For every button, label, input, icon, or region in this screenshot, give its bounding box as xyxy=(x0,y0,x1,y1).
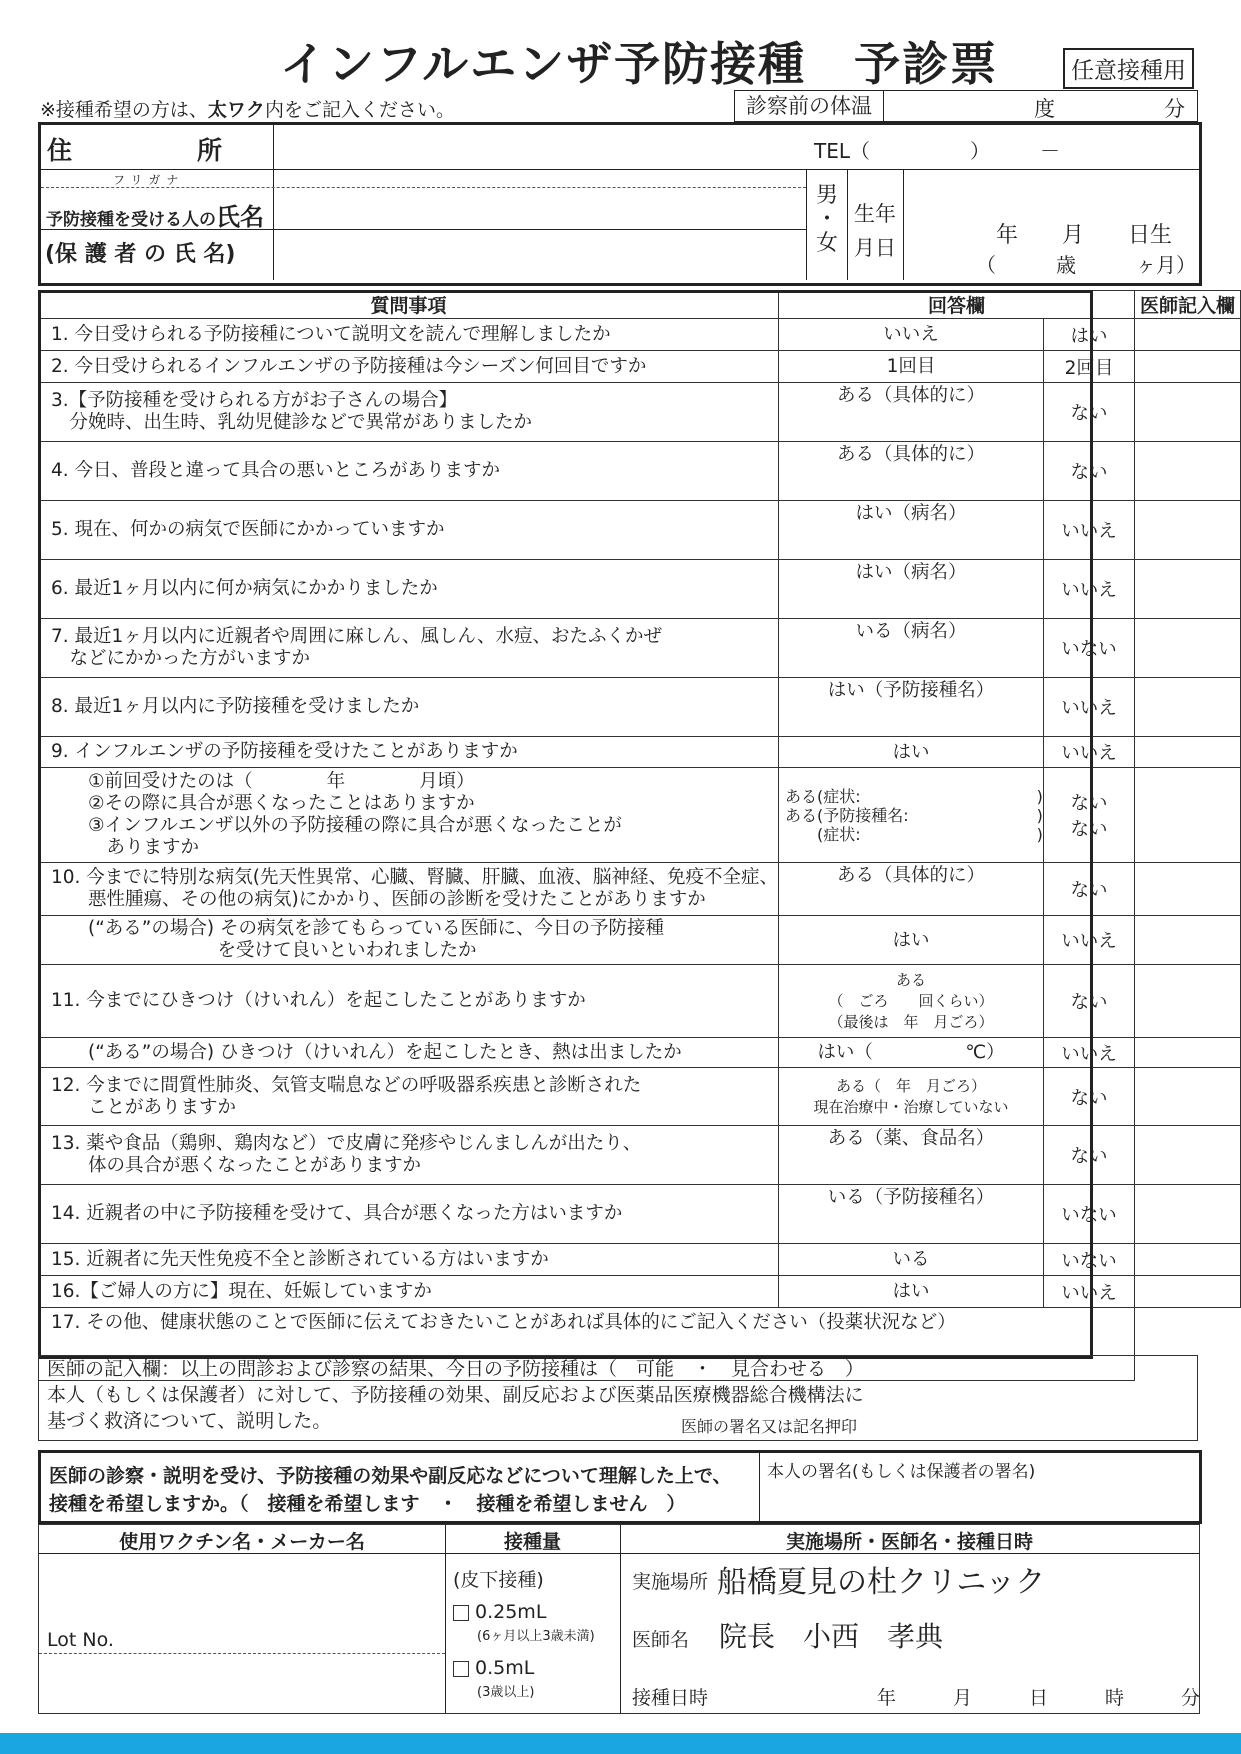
place-label: 実施場所 xyxy=(632,1571,709,1593)
checkbox-05[interactable] xyxy=(453,1661,469,1677)
temperature-degree: 度 xyxy=(1034,97,1055,121)
birthdate-label-1: 生年 xyxy=(854,202,896,226)
question-row xyxy=(39,560,1241,619)
question-row xyxy=(39,442,1241,501)
question-text: 8. 最近1ヶ月以内に予防接種を受けましたか xyxy=(39,678,779,737)
answer-option-1[interactable]: はい xyxy=(779,1276,1044,1308)
answer-option-2[interactable]: ない xyxy=(1043,863,1134,916)
personal-info-box xyxy=(38,122,1202,286)
question-text: 2. 今日受けられるインフルエンザの予防接種は今シーズン何回目ですか xyxy=(39,351,779,383)
address-field[interactable] xyxy=(273,125,1199,169)
name-prefix: 予防接種を受ける人の xyxy=(46,210,216,230)
doctor-line-1[interactable]: 医師の記入欄：以上の問診および診察の結果、今日の予防接種は（ 可能 ・ 見合わせる ） xyxy=(47,1358,865,1380)
doctor-name-value: 院長 小西 孝典 xyxy=(719,1620,944,1653)
question-text: 15. 近親者に先天性免疫不全と診断されている方はいますか xyxy=(39,1244,779,1276)
doctor-column-cell[interactable] xyxy=(1135,916,1241,965)
question-row xyxy=(39,319,1241,351)
place-header: 実施場所・医師名・接種日時 xyxy=(785,1531,1033,1553)
birthdate-label xyxy=(851,197,899,265)
dose-05-label: 0.5mL xyxy=(475,1657,535,1679)
question-text: 5. 現在、何かの病気で医師にかかっていますか xyxy=(39,501,779,560)
answer-option-2[interactable]: 2回目 xyxy=(1043,351,1134,383)
doctor-column-cell[interactable] xyxy=(1135,501,1241,560)
temperature-label: 診察前の体温 xyxy=(735,91,884,121)
lot-label: Lot No. xyxy=(47,1629,114,1651)
answer-option-2[interactable]: ない xyxy=(1043,965,1134,1038)
answer-option-2[interactable]: いいえ xyxy=(1043,501,1134,560)
header-answers: 回答欄 xyxy=(779,291,1135,319)
name-big: 氏名 xyxy=(216,203,264,231)
dose-025-label: 0.25mL xyxy=(475,1601,547,1623)
tel-field[interactable]: TEL（ ） － xyxy=(814,139,1060,163)
doctor-column-cell[interactable] xyxy=(1135,737,1241,768)
guardian-field[interactable] xyxy=(273,229,806,280)
question-text: 17. その他、健康状態のことで医師に伝えておきたいことがあれば具体的にご記入ください（投薬状況など） xyxy=(39,1308,1135,1381)
place-value: 船橋夏見の杜クリニック xyxy=(717,1565,1046,1600)
question-row xyxy=(39,678,1241,737)
question-text: ①前回受けたのは（ 年 月頃） ②その際に具合が悪くなったことはありますか ③インフルエンザ以外の予防接種の際に具合が悪くなったことが ありますか xyxy=(39,768,779,863)
patient-sign-field[interactable]: 本人の署名(もしくは保護者の署名) xyxy=(767,1462,1036,1482)
answer-option-1[interactable]: ある（薬、食品名） xyxy=(779,1126,1044,1185)
doctor-line-3: 基づく救済について、説明した。 xyxy=(47,1410,332,1432)
doctor-column-cell[interactable] xyxy=(1135,383,1241,442)
answer-option-2[interactable]: いいえ xyxy=(1043,1276,1134,1308)
vaccination-record xyxy=(38,1524,1200,1714)
answer-option-1[interactable]: はい（予防接種名） xyxy=(779,678,1044,737)
question-row xyxy=(39,351,1241,383)
question-row xyxy=(39,916,1241,965)
doctor-column-cell[interactable] xyxy=(1135,560,1241,619)
question-row xyxy=(39,863,1241,916)
answer-option-1[interactable]: ある(症状: ) ある(予防接種名: ) (症状: ) xyxy=(779,768,1044,863)
checkbox-025[interactable] xyxy=(453,1605,469,1621)
consent-line-2[interactable]: 接種を希望しますか。（ 接種を希望します ・ 接種を希望しません ） xyxy=(49,1493,686,1515)
answer-option-1[interactable]: ある（具体的に） xyxy=(779,383,1044,442)
answer-option-1[interactable]: はい（病名） xyxy=(779,560,1044,619)
sex-female[interactable]: 女 xyxy=(815,231,838,256)
question-text: 11. 今までにひきつけ（けいれん）を起こしたことがありますか xyxy=(39,965,779,1038)
question-row xyxy=(39,737,1241,768)
sex-male[interactable]: 男 xyxy=(815,183,838,208)
page-title: インフルエンザ予防接種 予診票 xyxy=(280,37,999,91)
note-post: 内をご記入ください。 xyxy=(264,99,455,121)
doctor-column-cell[interactable] xyxy=(1135,1244,1241,1276)
header-doctor: 医師記入欄 xyxy=(1135,291,1241,319)
answer-option-1[interactable]: ある （ ごろ 回くらい） （最後は 年 月ごろ） xyxy=(779,965,1044,1038)
answer-option-2[interactable]: いない xyxy=(1043,1185,1134,1244)
dose-option-05[interactable] xyxy=(453,1657,534,1679)
doctor-column-cell[interactable] xyxy=(1135,768,1241,863)
answer-option-1[interactable]: ある（ 年 月ごろ） 現在治療中・治療していない xyxy=(779,1068,1044,1126)
answer-option-2[interactable]: ない ない xyxy=(1043,768,1134,863)
question-row xyxy=(39,1068,1241,1126)
doctor-column-cell[interactable] xyxy=(1135,965,1241,1038)
question-text: 12. 今までに間質性肺炎、気管支喘息などの呼吸器系疾患と診断された ことがありますか xyxy=(39,1068,779,1126)
answer-option-1[interactable]: はい xyxy=(779,737,1044,768)
note-pre: ※接種希望の方は、 xyxy=(40,99,208,121)
answer-option-2[interactable]: いない xyxy=(1043,1244,1134,1276)
birthdate-field[interactable]: 年 月 日生 xyxy=(996,223,1173,248)
date-label: 接種日時 xyxy=(632,1687,709,1709)
temperature-field[interactable] xyxy=(884,91,1197,121)
temperature-fraction: 分 xyxy=(1164,97,1185,121)
sex-dot: ・ xyxy=(815,207,838,232)
doctor-column-cell[interactable] xyxy=(1135,678,1241,737)
header-questions: 質問事項 xyxy=(39,291,779,319)
doctor-column-cell[interactable] xyxy=(1135,319,1241,351)
question-row xyxy=(39,965,1241,1038)
question-row xyxy=(39,1126,1241,1185)
answer-option-2[interactable]: ない xyxy=(1043,442,1134,501)
question-row xyxy=(39,1276,1241,1308)
answer-option-2[interactable]: ない xyxy=(1043,383,1134,442)
question-text: 3.【予防接種を受けられる方がお子さんの場合】 分娩時、出生時、乳幼児健診などで異常がありましたか xyxy=(39,383,779,442)
consent-line-1: 医師の診察・説明を受け、予防接種の効果や副反応などについて理解した上で、 xyxy=(49,1465,732,1487)
doctor-column-cell[interactable] xyxy=(1135,351,1241,383)
question-text: 4. 今日、普段と違って具合の悪いところがありますか xyxy=(39,442,779,501)
route-label: (皮下接種) xyxy=(453,1569,544,1591)
doctor-column-cell[interactable] xyxy=(1135,619,1241,678)
answer-option-2[interactable]: いいえ xyxy=(1043,678,1134,737)
answer-option-2[interactable]: ない xyxy=(1043,1126,1134,1185)
questionnaire-table xyxy=(38,290,1241,1381)
question-text: 7. 最近1ヶ月以内に近親者や周囲に麻しん、風しん、水痘、おたふくかぜ などにかかった方がいますか xyxy=(39,619,779,678)
answer-option-2[interactable]: いいえ xyxy=(1043,916,1134,965)
answer-option-1[interactable]: ある（具体的に） xyxy=(779,442,1044,501)
answer-option-1[interactable]: いる xyxy=(779,1244,1044,1276)
answer-option-2[interactable]: いいえ xyxy=(1043,737,1134,768)
answer-option-1[interactable]: はい（病名） xyxy=(779,501,1044,560)
temperature-box xyxy=(734,90,1198,122)
guardian-label: (保 護 者 の 氏 名) xyxy=(45,242,236,267)
doctor-column-cell[interactable] xyxy=(1135,863,1241,916)
answer-option-1[interactable]: はい xyxy=(779,916,1044,965)
dose-option-025[interactable] xyxy=(453,1601,546,1623)
doctor-column-cell[interactable] xyxy=(1135,442,1241,501)
doctor-note-box xyxy=(38,1355,1198,1441)
footer-accent-bar xyxy=(0,1733,1241,1754)
question-row xyxy=(39,1038,1241,1068)
question-row xyxy=(39,1185,1241,1244)
doctor-line-2: 本人（もしくは保護者）に対して、予防接種の効果、副反応および医薬品医療機器総合機構法に xyxy=(47,1384,864,1406)
question-text: 13. 薬や食品（鶏卵、鶏肉など）で皮膚に発疹やじんましんが出たり、 体の具合が悪くなったことがありますか xyxy=(39,1126,779,1185)
date-field[interactable]: 年 月 日 時 分 xyxy=(877,1687,1201,1709)
lot-number-field[interactable] xyxy=(39,1654,445,1712)
note-bold: 太ワク xyxy=(207,99,265,121)
question-row xyxy=(39,501,1241,560)
answer-option-1[interactable]: ある（具体的に） xyxy=(779,863,1044,916)
answer-option-2[interactable]: いいえ xyxy=(1043,560,1134,619)
answer-option-2[interactable]: いない xyxy=(1043,619,1134,678)
question-text: 14. 近親者の中に予防接種を受けて、具合が悪くなった方はいますか xyxy=(39,1185,779,1244)
vaccine-header: 使用ワクチン名・メーカー名 xyxy=(119,1531,365,1553)
answer-option-1[interactable]: はい（ ℃） xyxy=(779,1038,1044,1068)
doctor-column-cell[interactable] xyxy=(1135,1068,1241,1126)
answer-option-2[interactable]: いいえ xyxy=(1043,1038,1134,1068)
question-text: 6. 最近1ヶ月以内に何か病気にかかりましたか xyxy=(39,560,779,619)
consent-box xyxy=(38,1450,1202,1524)
answer-option-1[interactable]: いいえ xyxy=(779,319,1044,351)
answer-option-1[interactable]: 1回目 xyxy=(779,351,1044,383)
name-field[interactable] xyxy=(273,187,806,229)
name-label xyxy=(46,197,264,232)
fill-instruction xyxy=(40,95,455,122)
answer-option-1[interactable]: いる（病名） xyxy=(779,619,1044,678)
answer-option-2[interactable]: ない xyxy=(1043,1068,1134,1126)
answer-option-2[interactable]: はい xyxy=(1043,319,1134,351)
doctor-column-cell[interactable] xyxy=(1135,1185,1241,1244)
dose-025-note: (6ヶ月以上3歳未満) xyxy=(477,1629,595,1644)
sex-select[interactable] xyxy=(810,181,844,259)
question-text: 16.【ご婦人の方に】現在、妊娠していますか xyxy=(39,1276,779,1308)
question-text: 10. 今までに特別な病気(先天性異常、心臓、腎臓、肝臓、血液、脳神経、免疫不全症、 悪性腫瘍、その他の病気)にかかり、医師の診断を受けたことがありますか xyxy=(39,863,779,916)
question-row xyxy=(39,383,1241,442)
question-row xyxy=(39,1244,1241,1276)
question-row xyxy=(39,619,1241,678)
doctor-sign-field[interactable]: 医師の署名又は記名押印 xyxy=(681,1417,858,1436)
furigana-label: フリガナ xyxy=(113,173,185,187)
doctor-column-cell[interactable] xyxy=(1135,1126,1241,1185)
question-row xyxy=(39,768,1241,863)
question-text: (“ある”の場合) その病気を診てもらっている医師に、今日の予防接種 を受けて良いといわれましたか xyxy=(39,916,779,965)
age-field[interactable]: （ 歳 ヶ月） xyxy=(976,253,1196,277)
answer-option-1[interactable]: いる（予防接種名） xyxy=(779,1185,1044,1244)
question-text: (“ある”の場合) ひきつけ（けいれん）を起こしたとき、熱は出ましたか xyxy=(39,1038,779,1068)
dose-05-note: (3歳以上) xyxy=(477,1685,535,1700)
dose-header: 接種量 xyxy=(503,1531,561,1553)
doctor-column-cell[interactable] xyxy=(1135,1038,1241,1068)
doctor-name-label: 医師名 xyxy=(632,1629,690,1651)
doctor-column-cell[interactable] xyxy=(1135,1276,1241,1308)
address-label: 住 所 xyxy=(47,136,223,165)
birthdate-label-2: 月日 xyxy=(854,236,896,260)
question-text: 9. インフルエンザの予防接種を受けたことがありますか xyxy=(39,737,779,768)
voluntary-badge: 任意接種用 xyxy=(1063,48,1194,89)
question-text: 1. 今日受けられる予防接種について説明文を読んで理解しましたか xyxy=(39,319,779,351)
